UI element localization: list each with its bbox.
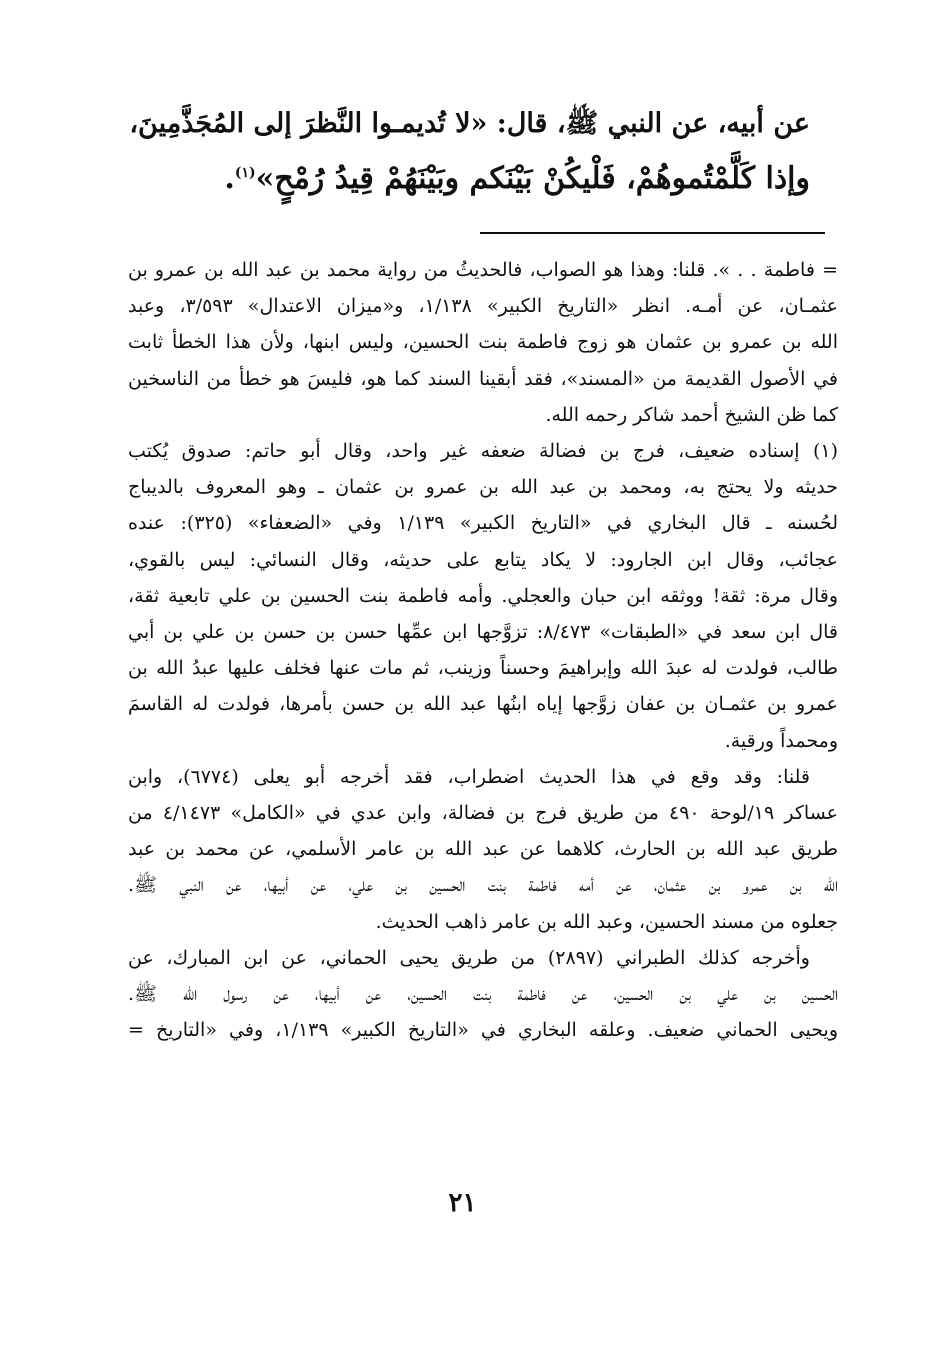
footnote-line: طالب، فولدت له عبدَ الله وإبراهيمَ وحسناً وزينب، ثم مات عنها فخلف عليها عبدُ الله بن xyxy=(128,657,838,680)
page-number: ٢١ xyxy=(448,1188,477,1218)
hadith-line-2: وإذا كَلَّمْتُموهُمْ، فَلْيكُنْ بَيْنَكم وبَيْنَهُمْ قِيدُ رُمْحٍ»$^{(١)}$. xyxy=(224,161,810,196)
footnote-separator xyxy=(480,232,825,234)
footnote-line: الله بن عمرو بن عثمان هو زوج فاطمة بنت الحسين، وليس ابنها، ولأن هذا الخطأ ثابت xyxy=(128,331,839,354)
footnote-line: ومحمداً ورقية. xyxy=(724,729,838,752)
footnote-line: جعلوه من مسند الحسين، وعبد الله بن عامر ذاهب الحديث. xyxy=(375,910,838,933)
hadith-line-2-text: وإذا كَلَّمْتُموهُمْ، فَلْيكُنْ بَيْنَكم وبَيْنَهُمْ قِيدُ رُمْحٍ» xyxy=(255,161,810,196)
footnote-line: ويحيى الحماني ضعيف. وعلقه البخاري في «التاريخ الكبير» ١/١٣٩، وفي «التاريخ = xyxy=(128,1019,838,1042)
footnote-line: قلنا: وقد وقع في هذا الحديث اضطراب، فقد أخرجه أبو يعلى (٦٧٧٤)، وابن xyxy=(128,765,810,788)
hadith-line-1: عن أبيه، عن النبي ﷺ، قال: «لا تُديمـوا النَّظرَ إلى المُجَذَّمِينَ، xyxy=(129,108,810,139)
footnote-line: = فاطمة . . ». قلنا: وهذا هو الصواب، فالحديثُ من رواية محمد بن عبد الله بن عمرو بن xyxy=(128,259,838,281)
footnote-line: لحُسنه ـ قال البخاري في «التاريخ الكبير» ١/١٣٩ وفي «الضعفاء» (٣٢٥): عنده xyxy=(128,512,839,535)
footnote-line: في الأصول القديمة من «المسند»، فقد أبقينا السند كما هو، فليسَ هو خطأ من الناسخين xyxy=(128,367,838,390)
footnote-line: وقال مرة: ثقة! ووثقه ابن حبان والعجلي. وأمه فاطمة بنت الحسين بن علي تابعية ثقة، xyxy=(128,584,838,607)
footnote-line: عثمـان، عن أمـه. انظر «التاريخ الكبير» ١/١٣٨، و«ميزان الاعتدال» ٣/٥٩٣، وعبد xyxy=(128,295,838,318)
footnote-line: عجائب، وقال ابن الجارود: لا يكاد يتابع على حديثه، وقال النسائي: ليس بالقوي، xyxy=(128,548,838,571)
footnote-reference: (١) xyxy=(234,165,256,181)
footnote-line: عمرو بن عثمـان بن عفان زوَّجها إياه ابنُها عبد الله بن حسن بأمرها، فولدت له القاسمَ xyxy=(128,693,838,716)
footnote-line: قال ابن سعد في «الطبقات» ٨/٤٧٣: تزوَّجها ابن عمِّها حسن بن حسن بن علي بن أبي xyxy=(128,621,838,644)
footnote-line: حديثه ولا يحتج به، ومحمد بن عبد الله بن عمرو بن عثمان ـ وهو المعروف بالديباج xyxy=(128,476,838,499)
footnote-line: طريق عبد الله بن الحارث، كلاهما عن عبد الله بن عامر الأسلمي، عن محمد بن عبد xyxy=(128,838,838,861)
hadith-text xyxy=(120,96,810,206)
footnotes xyxy=(128,252,838,1048)
footnote-line: الله بن عمرو بن عثمان، عن أمه فاطمة بنت الحسين بن علي، عن أبيها، عن النبي ﷺ. xyxy=(128,874,838,897)
footnote-line: (١) إسناده ضعيف، فرج بن فضالة ضعفه غير واحد، وقال أبو حاتم: صدوق يُكتب xyxy=(128,440,838,463)
footnote-line: عساكر ١٩/لوحة ٤٩٠ من طريق فرج بن فضالة، وابن عدي في «الكامل» ٤/١٤٧٣ من xyxy=(128,802,838,825)
footnote-line: الحسين بن علي بن الحسين، عن فاطمة بنت الحسين، عن أبيها، عن رسول الله ﷺ. xyxy=(128,983,838,1006)
footnote-line: وأخرجه كذلك الطبراني (٢٨٩٧) من طريق يحيى الحماني، عن ابن المبارك، عن xyxy=(128,946,810,969)
footnote-line: كما ظن الشيخ أحمد شاكر رحمه الله. xyxy=(545,403,838,426)
